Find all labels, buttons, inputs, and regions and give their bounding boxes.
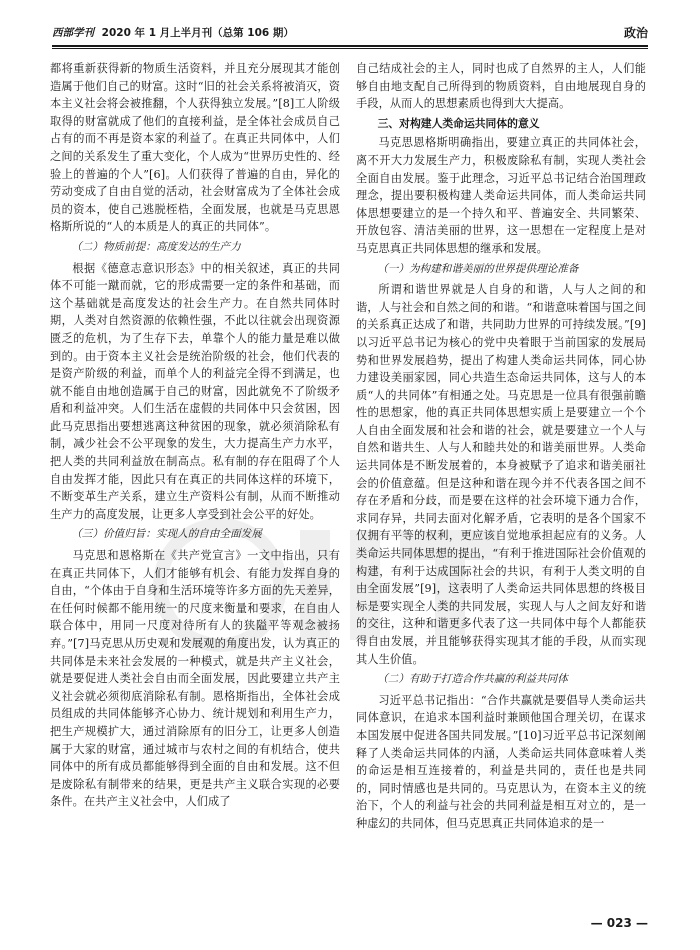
left-subheading: （二）物质前提：高度发达的生产力 <box>71 240 241 253</box>
right-subheading: （二）有助于打造合作共赢的利益共同体 <box>377 673 568 686</box>
right-paragraph: 所谓和谐世界就是人自身的和谐，人与人之间的和谐，人与社会和自然之间的和谐。“和谐意味着国与国之间的关系真正达成了和谐，共同助力世界的可持续发展。”[9]以习近平总书记为核心的党中央着眼于当前国家的发展局势和世界发展趋势，提出了构建人类命运共同体，同心协力建设美丽家园，同心共造生态命运共同体，这与人的本质“人的共同体”有相通之处。马克思是一位具有很强前瞻性的思想家，他的真正共同体思想实质上是要建立一个个人自由全面发展和社会和谐的社会，就是要建立一个人与自然和谐共生、人与人和睦共处的和谐美丽世界。人类命运共同体是不断发展着的，本身被赋予了追求和谐美丽社会的价值意蕴。但是这种和谐在现今并不代表各国之间不存在矛盾和分歧，而是要在这样的社会环境下通力合作，求同存异，共同去面对化解矛盾，它表明的是各个国家不仅拥有平等的权利，更应该自觉地承担起应有的义务。人类命运共同体思想的提出，“有利于推进国际社会价值观的构建，有利于达成国际社会的共识，有利于人类文明的自由全面发展”[9]，这表明了人类命运共同体思想的终极目标是要实现全人类的共同发展，实现人与人之间友好和谐的交往，这种和谐更多代表了这一共同体中每个人都能获得自由发展，并且能够获得实现其才能的手段，从而实现其人生价值。 <box>356 283 646 666</box>
right-paragraph: 马克思恩格斯明确指出，要建立真正的共同体社会，离不开大力发展生产力，积极废除私有制，实现人类社会全面自由发展。鉴于此理念，习近平总书记结合治国理政理念，提出要积极构建人类命运共同体，而人类命运共同体思想要建立的是一个持久和平、普遍安全、共同繁荣、开放包容、清洁美丽的世界，这一思想在一定程度上是对马克思真正共同体思想的继承和发展。 <box>356 136 646 255</box>
right-section-heading: 三、对构建人类命运共同体的意义 <box>377 116 540 130</box>
left-column <box>50 60 340 811</box>
right-paragraph: 自己结成社会的主人，同时也成了自然界的主人，人们能够自由地支配自己所得到的物质资料，自由地展现自身的手段，从而人的思想素质也得到大大提高。 <box>356 62 646 111</box>
right-subheading: （一）为构建和谐美丽的世界提供理论准备 <box>377 262 579 275</box>
left-paragraph: 都将重新获得新的物质生活资料，并且充分展现其才能创造属于他们自己的财富。这时“旧的社会关系将被消灭，资本主义社会将会被推翻，个人获得独立发展。”[8]工人阶级取得的财富就成了他们的直接利益，是全体社会成员自己占有的而不再是资本家的利益了。在真正共同体中，人们之间的关系发生了重大变化，个人成为“世界历史性的、经验上的普遍的个人”[6]。人们获得了普遍的自由，异化的劳动变成了自由自觉的活动，社会财富成为了全体社会成员的资本，使自己逃脱桎梏，全面发展，也就是马克思恩格斯所说的“人的本质是人的真正的共同体”。 <box>50 62 340 234</box>
left-paragraph: 根据《德意志意识形态》中的相关叙述，真正的共同体不可能一蹴而就，它的形成需要一定的条件和基础，而这个基础就是高度发达的社会生产力。在自然共同体时期，人类对自然资源的依赖性强，不此以往就会出现资源匮乏的危机，为了生存下去，单靠个人的能力量是难以做到的。由于资本主义社会是统治阶级的社会，他们代表的是资产阶级的利益，而单个人的利益完全得不到满足，也就不能自由地创造属于自己的财富，因此就免不了阶级矛盾和利益冲突。人们生活在虚假的共同体中只会贫困，因此马克思指出要想逃离这种贫困的现象，就必须消除私有制，减少社会不公平现象的发生，大力提高生产力水平，把人类的共同利益放在制高点。私有制的存在阻碍了个人自由发挥才能，因此只有在真正的共同体这样的环境下，不断变革生产关系，建立生产资料公有制，从而不断推动生产力的高度发展，让更多人享受到社会公平的好处。 <box>50 261 340 521</box>
issue-info: 2020 年 1 月上半月刊（总第 106 期） <box>101 27 294 39</box>
right-column <box>356 60 646 833</box>
right-paragraph: 习近平总书记指出：“合作共赢就是要倡导人类命运共同体意识，在追求本国利益时兼顾他国合理关切，在谋求本国发展中促进各国共同发展。”[10]习近平总书记深刻阐释了人类命运共同体的内涵，人类命运共同体意味着人类的命运是相互连接着的，利益是共同的，责任也是共同的，同时情感也是共同的。马克思认为，在资本主义的统治下，个人的利益与社会的共同利益是相互对立的，是一种虚幻的共同体，但马克思真正共同体追求的是一 <box>356 693 646 830</box>
left-paragraph: 马克思和恩格斯在《共产党宣言》一文中指出，只有在真正共同体下，人们才能够有机会、有能力发挥自身的自由，“个体由于自身和生活环境等许多方面的先天差异，在任何时候都不能用统一的尺度来衡量和要求，在自由人联合体中，用同一尺度对待所有人的狭隘平等观念被扬弃。”[7]马克思从历史观和发展观的角度出发，认为真正的共同体是未来社会发展的一种模式，就是共产主义社会，就是要促进人类社会自由而全面发展，因此要建立共产主义社会就必须彻底消除私有制。恩格斯指出，全体社会成员组成的共同体能够齐心协力、统计规划和利用生产力，把生产规模扩大，通过消除原有的旧分工，让更多人创造属于大家的财富，通过城市与农村之间的有机结合，使共同体中的所有成员都能够得到全面的自由和发展。这不但是废除私有制带来的结果，更是共产主义联合实现的必要条件。在共产主义社会中，人们成了 <box>50 549 340 809</box>
page-number: — 023 — <box>590 916 648 930</box>
header-rule-thin <box>52 48 648 49</box>
section-label: 政治 <box>623 26 648 40</box>
header-rule <box>52 45 648 47</box>
left-subheading: （三）价值归旨：实现人的自由全面发展 <box>71 528 262 541</box>
journal-header-left <box>52 25 294 40</box>
running-header <box>52 22 648 44</box>
journal-logo: 西部学刊 <box>52 27 94 39</box>
